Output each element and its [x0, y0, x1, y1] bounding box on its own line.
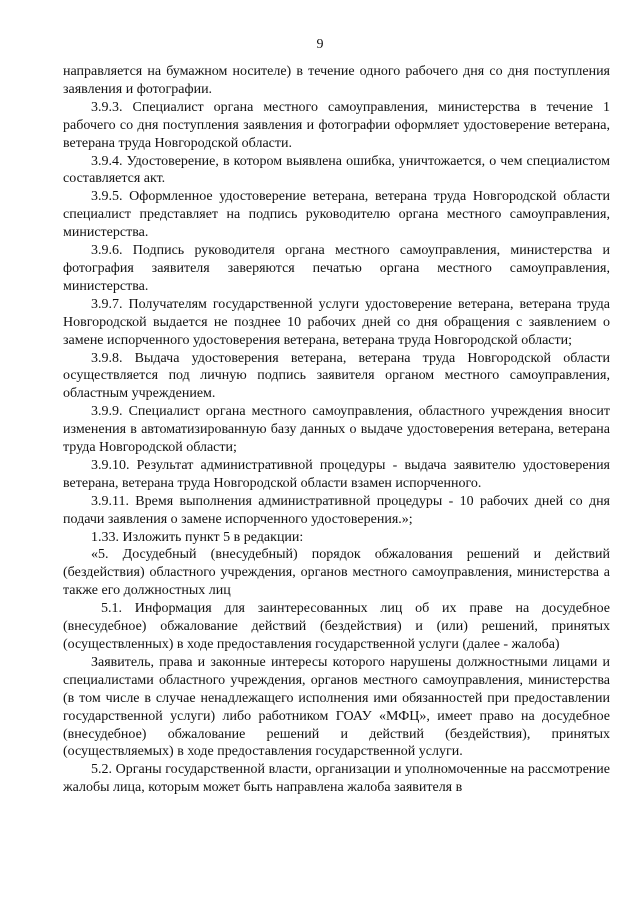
paragraph-3-9-8: 3.9.8. Выдача удостоверения ветерана, ветерана труда Новгородской области осуществляется под личную подпись заявителя органом местного самоуправления, областным учреждением.: [63, 350, 610, 402]
paragraph-3-9-3: 3.9.3. Специалист органа местного самоуправления, министерства в течение 1 рабочего со дня поступления заявления и фотографии оформляет удостоверение ветерана, ветерана труда Новгородской области.: [63, 99, 610, 151]
page-number: 9: [316, 37, 324, 52]
document-body: [63, 63, 610, 797]
paragraph-continuation: направляется на бумажном носителе) в течение одного рабочего дня со дня поступления заявления и фотографии.: [63, 64, 610, 97]
paragraph-3-9-7: 3.9.7. Получателям государственной услуги удостоверение ветерана, ветерана труда Новгородской выдается не позднее 10 рабочих дней со дня обращения с заявлением о замене испорченного удостоверения ветерана, ветерана труда Новгородской области;: [63, 296, 610, 348]
paragraph-3-9-11: 3.9.11. Время выполнения административной процедуры - 10 рабочих дней со дня подачи заявления о замене испорченного удостоверения.»;: [63, 493, 610, 527]
paragraph-1-33: 1.33. Изложить пункт 5 в редакции:: [91, 529, 304, 545]
paragraph-3-9-6: 3.9.6. Подпись руководителя органа местного самоуправления, министерства и фотография заявителя заверяются печатью органа местного самоуправления, министерства.: [63, 243, 610, 294]
paragraph-applicant-rights: Заявитель, права и законные интересы которого нарушены должностными лицами и специалистами областного учреждения, органов местного самоуправления, министерства (в том числе в случае ненадлежащего исполнения ими обязанностей при предоставлении государственной услуги) либо работником ГОАУ «МФЦ», имеет право на досудебное (внесудебное) обжалование решений и действий (бездействия), принятых (осуществляемых) в ходе предоставления государственной услуги.: [63, 654, 610, 760]
paragraph-3-9-9: 3.9.9. Специалист органа местного самоуправления, областного учреждения вносит изменения в автоматизированную базу данных о выдаче удостоверения ветерана, ветерана труда Новгородской области;: [63, 404, 610, 456]
paragraph-5-1: 5.1. Информация для заинтересованных лиц об их праве на досудебное (внесудебное) обжалование действий (бездействия) и (или) решений, принятых (осуществленных) в ходе предоставления государственной услуги (далее - жалоба): [63, 601, 610, 652]
section-5-heading: «5. Досудебный (внесудебный) порядок обжалования решений и действий (бездействия) областного учреждения, органов местного самоуправления, министерства а также его должностных лиц: [63, 547, 610, 599]
paragraph-5-2: 5.2. Органы государственной власти, организации и уполномоченные на рассмотрение жалобы лица, которым может быть направлена жалоба заявителя в: [63, 762, 610, 796]
paragraph-3-9-5: 3.9.5. Оформленное удостоверение ветерана, ветерана труда Новгородской области специалист представляет на подпись руководителю органа местного самоуправления, министерства.: [63, 189, 610, 241]
paragraph-3-9-4: 3.9.4. Удостоверение, в котором выявлена ошибка, уничтожается, о чем специалистом составляется акт.: [63, 153, 610, 187]
paragraph-3-9-10: 3.9.10. Результат административной процедуры - выдача заявителю удостоверения ветерана, ветерана труда Новгородской области взамен испорченного.: [63, 457, 610, 491]
